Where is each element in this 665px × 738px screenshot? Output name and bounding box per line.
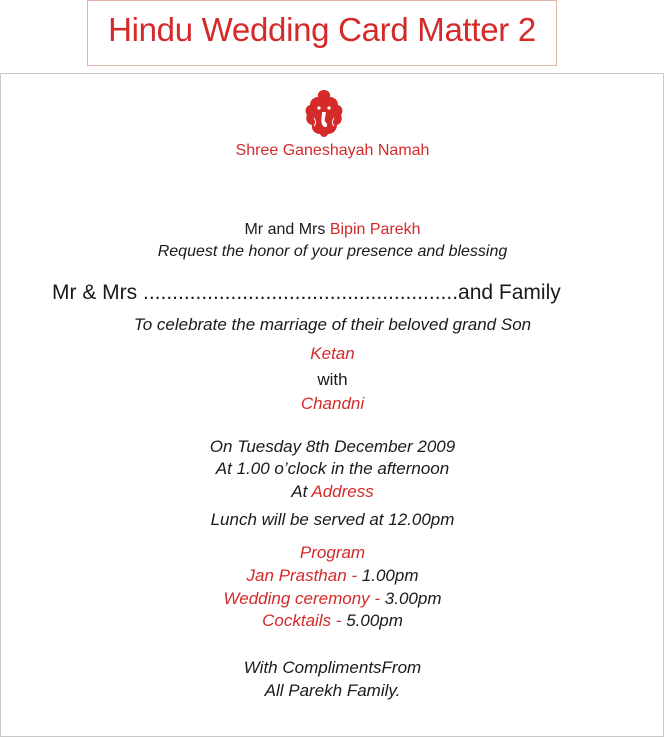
program-item-sep: - <box>369 589 385 608</box>
page-title: Hindu Wedding Card Matter 2 <box>108 11 536 48</box>
guest-suffix: and Family <box>458 281 561 304</box>
venue-prefix: At <box>291 482 312 501</box>
program-item-time: 3.00pm <box>384 589 442 608</box>
groom-name: Ketan <box>310 344 355 363</box>
with-text: with <box>317 370 348 389</box>
family-line: All Parekh Family. <box>264 681 401 700</box>
venue-text: Address <box>311 482 374 501</box>
ganesha-icon <box>304 88 344 140</box>
time-line: At 1.00 o’clock in the afternoon <box>215 459 450 478</box>
compliments-line: With ComplimentsFrom <box>243 658 422 677</box>
host-line <box>0 221 665 239</box>
bride-name: Chandni <box>300 394 365 413</box>
title-box <box>87 0 557 66</box>
guest-line <box>52 281 561 305</box>
program-item-time: 1.00pm <box>361 566 419 585</box>
program-item-sep: - <box>331 611 347 630</box>
guest-prefix: Mr & Mrs <box>52 281 143 304</box>
program-item-name: Wedding ceremony <box>223 589 370 608</box>
program-item <box>0 566 665 586</box>
lunch-line: Lunch will be served at 12.00pm <box>210 510 455 529</box>
program-item-time: 5.00pm <box>346 611 403 630</box>
host-name: Bipin Parekh <box>329 221 421 238</box>
program-item <box>0 611 665 631</box>
invocation-text: Shree Ganeshayah Namah <box>235 142 430 159</box>
guest-dots: ...................................................... <box>142 281 459 304</box>
date-line: On Tuesday 8th December 2009 <box>209 437 456 456</box>
request-line: Request the honor of your presence and blessing <box>157 243 508 260</box>
celebrate-line: To celebrate the marriage of their beloved grand Son <box>133 315 532 334</box>
program-item-sep: - <box>346 566 362 585</box>
program-item-name: Jan Prasthan <box>246 566 347 585</box>
venue-line <box>0 482 665 502</box>
host-prefix: Mr and Mrs <box>244 221 330 238</box>
program-item <box>0 589 665 609</box>
program-title: Program <box>299 543 366 562</box>
program-item-name: Cocktails <box>262 611 332 630</box>
